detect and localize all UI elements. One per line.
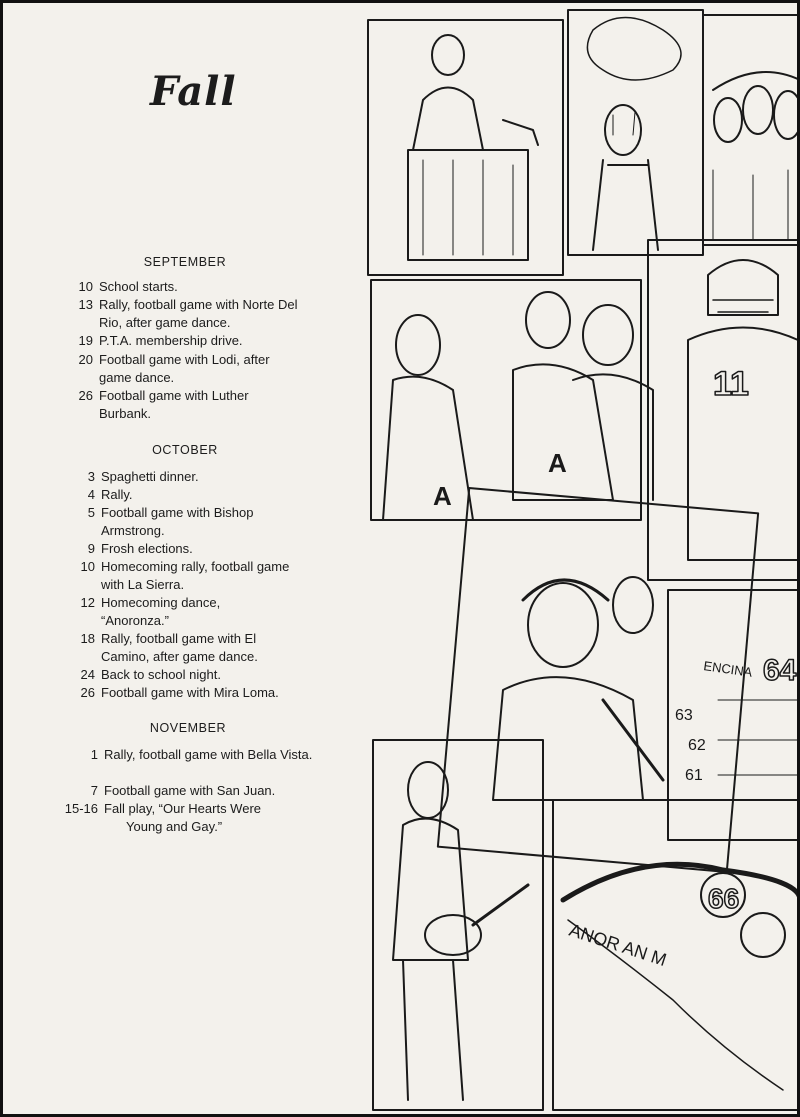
entry-date: 9 [87,541,95,556]
calendar-entry [80,630,301,665]
calendar-entry [78,387,294,422]
score-value: 63 [675,707,693,724]
float-text: ANOR AN M [566,919,670,971]
rally-sketch [383,292,653,520]
entry-text: Rally, football game with Norte Del Rio, after game dance. [99,297,298,330]
entry-date: 3 [87,469,95,484]
score-value: 61 [685,767,703,784]
score-value: 62 [688,737,706,754]
entry-date: 18 [80,631,95,646]
homecoming-sketch [493,577,663,800]
entry-text: Football game with Luther Burbank. [99,388,249,421]
entry-text: Rally. [101,487,133,502]
entry-date: 26 [80,685,95,700]
entry-date: 7 [90,783,98,798]
entry-date: 19 [78,333,93,348]
calendar-entry [78,351,294,386]
month-heading-october: OCTOBER [152,443,218,457]
entry-date: 26 [78,388,93,403]
calendar-entry [80,684,336,702]
entry-date: 12 [80,595,95,610]
sketch-illustration [363,0,800,1117]
calendar-entry [78,278,309,296]
entry-text: Back to school night. [101,667,221,682]
entry-date: 24 [80,667,95,682]
football-player-sketch [688,260,798,560]
calendar-entry [78,296,304,331]
entry-text: Rally, football game with Bella Vista. [104,747,313,762]
calendar-entry [80,558,301,593]
scoreboard-sketch [675,654,800,784]
entry-text: Homecoming dance, “Anoronza.” [101,595,221,628]
page-title: Fall [150,68,237,115]
sweater-letter: A [548,448,567,478]
entry-date: 15-16 [64,801,98,816]
entry-date: 20 [78,352,93,367]
calendar-entry [80,594,261,629]
entry-text: Spaghetti dinner. [101,469,199,484]
sign-text: ENCINA [702,658,754,680]
entry-date: 5 [87,505,95,520]
calendar-entry [87,486,306,504]
entry-date: 10 [80,559,95,574]
entry-text: Homecoming rally, football game with La Sierra. [101,559,290,592]
jersey-number: 11 [713,365,749,403]
entry-text: Rally, football game with El Camino, after game dance. [101,631,258,664]
entry-date: 10 [78,279,93,294]
entry-text: Fall play, “Our Hearts Were Young and Gay.” [104,801,262,834]
float-number: 66 [708,883,740,914]
entry-date: 1 [90,747,98,762]
entry-date: 13 [78,297,93,312]
guitar-player-sketch [393,762,528,1100]
calendar-entry [64,800,289,835]
entry-text: Football game with San Juan. [104,783,276,798]
calendar-entry [87,468,306,486]
entry-text: P.T.A. membership drive. [99,333,243,348]
sweater-letter: A [433,481,452,511]
calendar-entry [78,332,309,350]
calendar-entry [90,746,314,764]
entry-text: Football game with Mira Loma. [101,685,279,700]
crowd-sketch [713,72,800,240]
calendar-entry [80,666,311,684]
speaker-sketch [408,35,538,260]
entry-text: Football game with Lodi, after game dance. [99,352,270,385]
float-sketch [563,864,800,1090]
month-heading-november: NOVEMBER [149,721,227,735]
score-value: 64 [763,654,797,687]
entry-text: Frosh elections. [101,541,193,556]
entry-date: 4 [87,487,95,502]
calendar-entry [87,504,286,539]
cheerleader-sketch [587,18,681,251]
calendar-entry [90,782,324,800]
calendar-entry [87,540,306,558]
entry-text: School starts. [99,279,178,294]
entry-text: Football game with Bishop Armstrong. [101,505,254,538]
month-heading-september: SEPTEMBER [143,255,227,269]
